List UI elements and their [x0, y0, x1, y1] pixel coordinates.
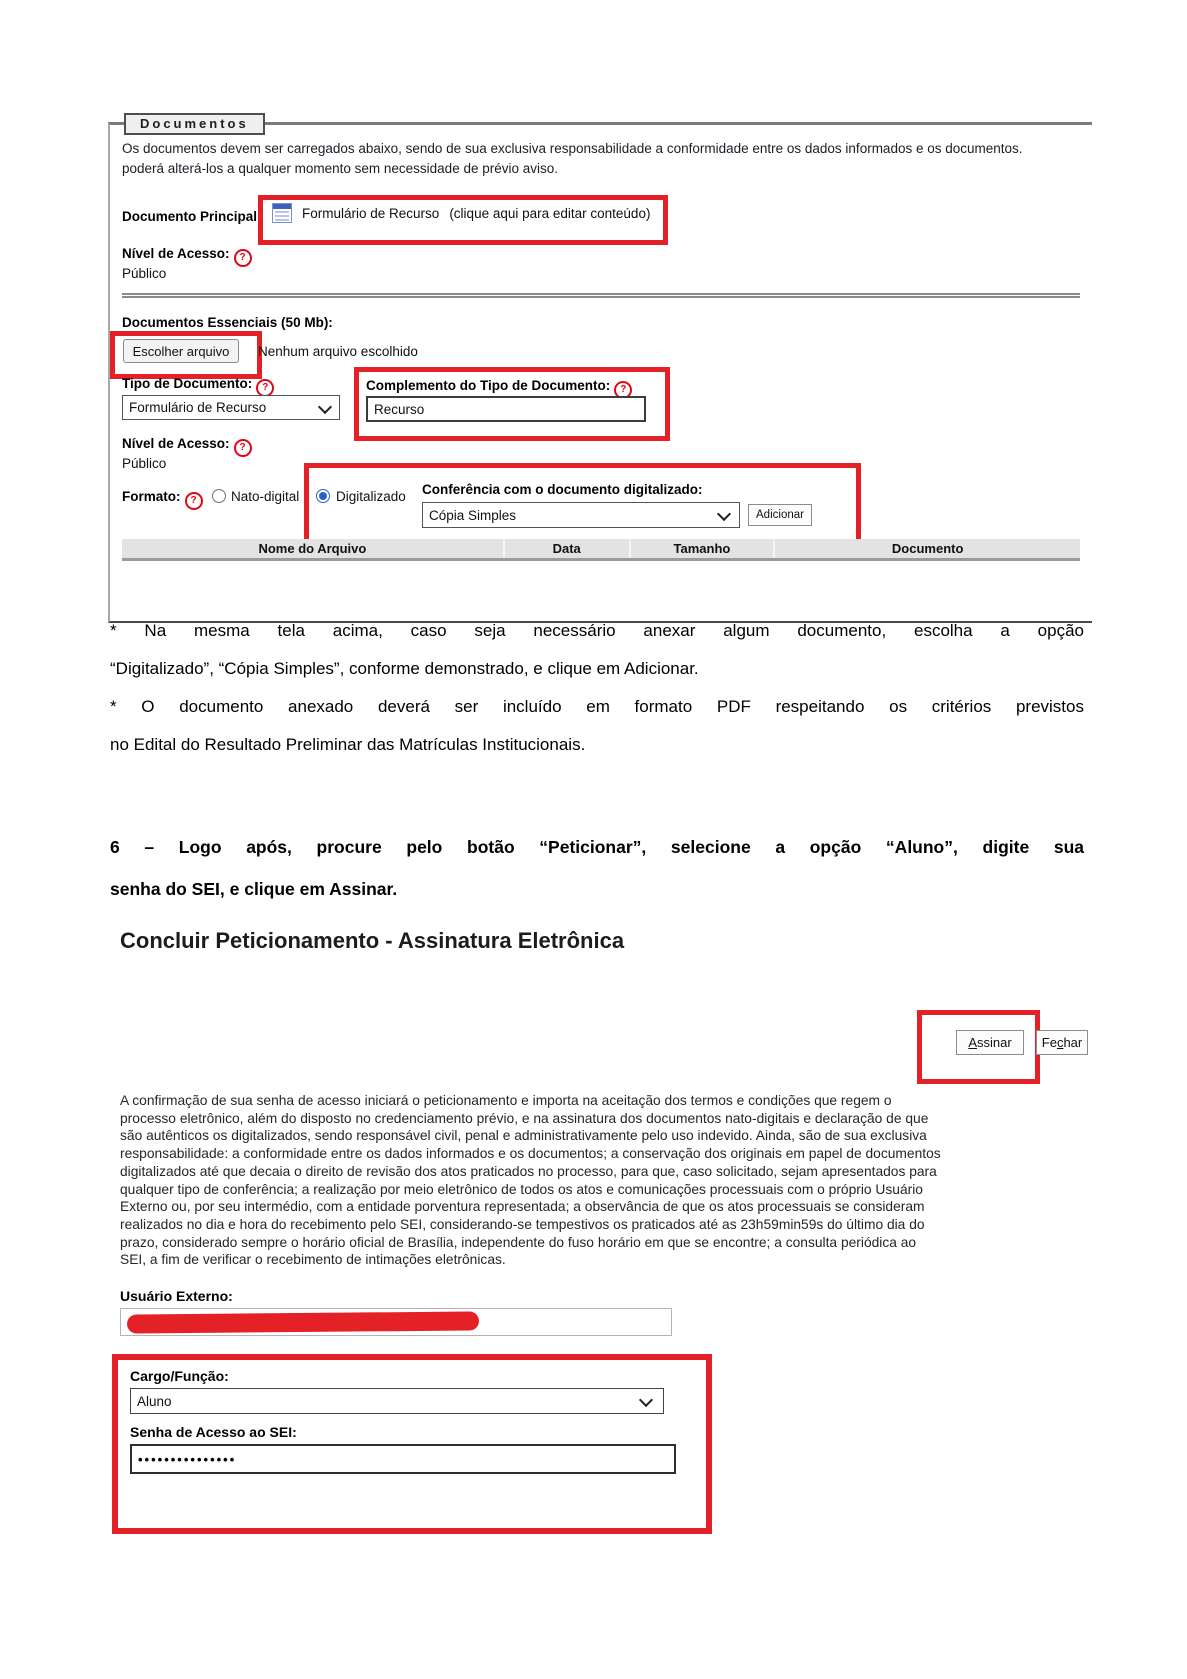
- complemento-label: Complemento do Tipo de Documento:: [366, 378, 611, 393]
- disclaimer-line: responsabilidade: a conformidade entre os dados informados e os documentos; a conservação dos originais em papel de documentos: [120, 1146, 941, 1162]
- signature-disclaimer: [120, 1092, 941, 1269]
- disclaimer-line: Externo ou, por seu intermédio, com a entidade porventura representada; a observância de que os atos processuais se consideram: [120, 1199, 925, 1215]
- nivel-acesso-label: Nível de Acesso:: [122, 246, 230, 261]
- disclaimer-line: prazo, considerado sempre o horário oficial de Brasília, independente do fuso horário em que se encontre; a consulta periódica ao: [120, 1234, 917, 1250]
- note-1-line-2: “Digitalizado”, “Cópia Simples”, conforme demonstrado, e clique em Adicionar.: [110, 659, 699, 678]
- chevron-down-icon: [318, 400, 332, 414]
- nivel-acesso-value-2: Público: [122, 456, 167, 471]
- tipo-documento-value: Formulário de Recurso: [129, 400, 267, 415]
- help-icon[interactable]: ?: [185, 492, 203, 510]
- tipo-documento-label: Tipo de Documento:: [122, 376, 253, 391]
- documento-principal-link[interactable]: [272, 203, 650, 223]
- disclaimer-line: são autênticos os digitalizados, sendo responsável civil, penal e administrativamente pelo uso indevido. Ainda, são de sua exclusiva: [120, 1128, 927, 1144]
- disclaimer-line: A confirmação de sua senha de acesso iniciará o peticionamento e importa na aceitação dos termos e condições que regem o: [120, 1093, 892, 1108]
- signature-page-title: Concluir Peticionamento - Assinatura Eletrônica: [120, 928, 625, 953]
- help-icon[interactable]: ?: [234, 249, 252, 267]
- cargo-funcao-select[interactable]: [130, 1388, 664, 1414]
- note-2-line-2: no Edital do Resultado Preliminar das Matrículas Institucionais.: [110, 735, 586, 754]
- step-6-line-2: senha do SEI, e clique em Assinar.: [110, 879, 398, 899]
- documento-principal-label: Documento Principal: [122, 209, 258, 224]
- conferencia-label: Conferência com o documento digitalizado:: [422, 482, 703, 497]
- sei-documentos-panel: [108, 116, 1092, 623]
- help-icon[interactable]: ?: [614, 381, 632, 399]
- fechar-label-post: har: [1063, 1035, 1083, 1050]
- senha-label: Senha de Acesso ao SEI:: [130, 1424, 297, 1440]
- assinar-label: ssinar: [976, 1035, 1012, 1050]
- file-table-header: [122, 539, 1080, 561]
- digitalizado-label: Digitalizado: [336, 489, 406, 504]
- formato-label: Formato:: [122, 489, 181, 504]
- complemento-input[interactable]: Recurso: [366, 396, 646, 422]
- cargo-funcao-value: Aluno: [137, 1393, 172, 1409]
- column-header-nome: Nome do Arquivo: [258, 541, 367, 556]
- conferencia-select[interactable]: [422, 502, 740, 528]
- fechar-accesskey: c: [1056, 1035, 1064, 1050]
- assinar-accesskey: A: [968, 1035, 977, 1050]
- documento-principal-hint: (clique aqui para editar conteúdo): [449, 205, 651, 221]
- disclaimer-line: SEI, a fim de verificar o recebimento de intimações eletrônicas.: [120, 1252, 506, 1268]
- disclaimer-line: processo eletrônico, além do disposto no credenciamento prévio, e na assinatura dos documentos nato-digitais e declaração de que: [120, 1110, 929, 1126]
- form-document-icon: [272, 203, 292, 223]
- documentos-essenciais-label: Documentos Essenciais (50 Mb):: [122, 315, 333, 330]
- help-icon[interactable]: ?: [256, 379, 274, 397]
- column-header-tamanho: Tamanho: [629, 539, 774, 558]
- disclaimer-line: qualquer tipo de conferência; a realização por meio eletrônico de todos os atos e comunicações processuais com o próprio Usuário: [120, 1181, 923, 1197]
- nivel-acesso-value: Público: [122, 266, 167, 281]
- note-1: [110, 612, 1084, 688]
- step-6-heading: [110, 826, 1084, 910]
- fechar-button[interactable]: [1036, 1030, 1088, 1055]
- chevron-down-icon: [717, 507, 731, 521]
- assinar-button[interactable]: [956, 1030, 1024, 1055]
- chevron-down-icon: [639, 1393, 653, 1407]
- nato-digital-radio[interactable]: [212, 489, 226, 503]
- digitalizado-radio[interactable]: [316, 489, 330, 503]
- note-1-line-1: * Na mesma tela acima, caso seja necessário anexar algum documento, escolha a opção: [110, 621, 1084, 640]
- disclaimer-line: realizados no dia e hora do recebimento pelo SEI, considerando-se tempestivos os praticados até as 23h59min59s do último dia do: [120, 1216, 925, 1232]
- fieldset-legend: Documentos: [124, 113, 265, 135]
- redaction-scribble: [127, 1311, 479, 1333]
- nato-digital-label: Nato-digital: [231, 489, 300, 504]
- intro-text-line2: poderá alterá-los a qualquer momento sem necessidade de prévio aviso.: [122, 161, 559, 176]
- cargo-funcao-label: Cargo/Função:: [130, 1368, 229, 1384]
- note-2-line-1: * O documento anexado deverá ser incluído em formato PDF respeitando os critérios previstos: [110, 697, 1084, 716]
- conferencia-value: Cópia Simples: [429, 507, 517, 523]
- column-header-data: Data: [503, 539, 629, 558]
- section-divider: [122, 293, 1080, 298]
- fechar-label-pre: Fe: [1041, 1035, 1057, 1050]
- step-6-line-1: 6 – Logo após, procure pelo botão “Peticionar”, selecione a opção “Aluno”, digite sua: [110, 837, 1084, 857]
- intro-text-line1: Os documentos devem ser carregados abaixo, sendo de sua exclusiva responsabilidade a conformidade entre os dados informados e os documentos.: [122, 141, 1023, 156]
- column-header-documento: Documento: [773, 539, 1080, 558]
- nivel-acesso-label-2: Nível de Acesso:: [122, 436, 230, 451]
- disclaimer-line: digitalizados até que decaia o direito de revisão dos atos praticados no processo, para que, caso solicitado, sejam apresentados para: [120, 1163, 937, 1179]
- tipo-documento-select[interactable]: [122, 395, 340, 420]
- adicionar-button[interactable]: Adicionar: [748, 504, 812, 526]
- documento-principal-name: Formulário de Recurso: [302, 205, 440, 221]
- note-2: [110, 688, 1084, 764]
- senha-input[interactable]: •••••••••••••••: [130, 1444, 676, 1474]
- help-icon[interactable]: ?: [234, 439, 252, 457]
- usuario-externo-label: Usuário Externo:: [120, 1288, 233, 1304]
- nenhum-arquivo-text: Nenhum arquivo escolhido: [258, 344, 418, 359]
- escolher-arquivo-button[interactable]: Escolher arquivo: [123, 339, 239, 363]
